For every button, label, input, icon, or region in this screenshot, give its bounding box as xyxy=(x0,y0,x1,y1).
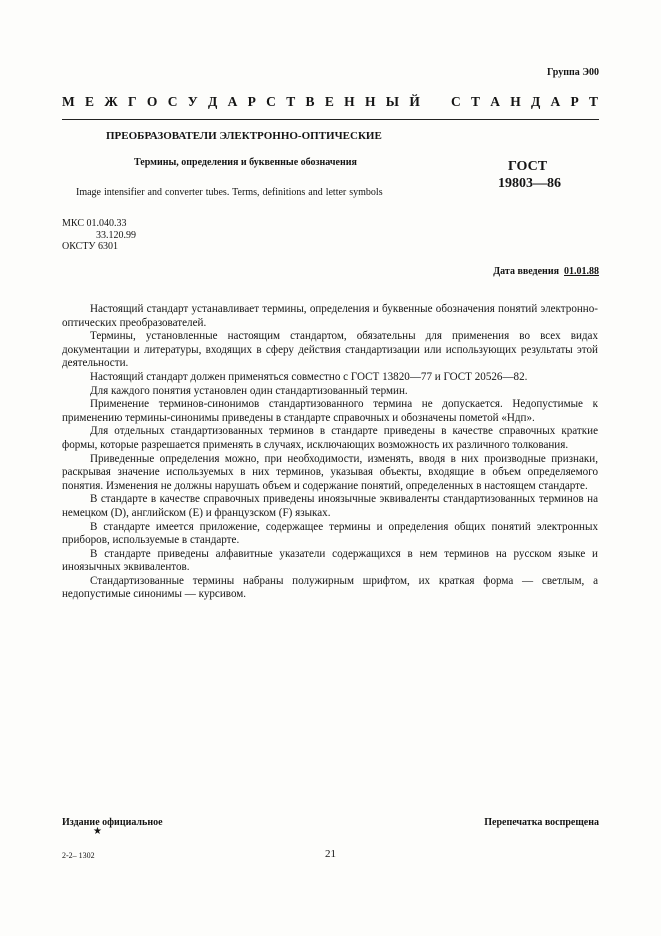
banner-letter: Й xyxy=(409,94,420,109)
banner-letter: Ж xyxy=(104,94,118,109)
gost-label: ГОСТ xyxy=(508,159,548,174)
banner-word-standard xyxy=(451,94,598,110)
body-text xyxy=(62,303,598,602)
paragraph: Настоящий стандарт должен применяться совместно с ГОСТ 13820—77 и ГОСТ 20526—82. xyxy=(90,370,528,383)
banner-letter: Т xyxy=(286,94,296,109)
mks-code-line2: 33.120.99 xyxy=(96,230,136,241)
banner-letter: Д xyxy=(207,94,218,109)
banner-letter: Д xyxy=(530,94,541,109)
paragraph: Для отдельных стандартизованных терминов в стандарте приведены в качестве справочных краткие формы, которые разрешается применять в случаях, исключающих возможность их различного толкования. xyxy=(62,425,598,451)
banner-letter: Г xyxy=(128,94,137,109)
banner-letter: А xyxy=(490,94,500,109)
banner-letter: Н xyxy=(364,94,376,109)
gost-number: 19803—86 xyxy=(498,176,561,191)
english-title: Image intensifier and converter tubes. Terms, definitions and letter symbols xyxy=(76,187,383,198)
header-divider xyxy=(62,119,599,120)
print-code: 2-2– 1302 xyxy=(62,851,95,860)
banner-letter: У xyxy=(187,94,198,109)
okstu-code: ОКСТУ 6301 xyxy=(62,241,119,252)
banner-letter: Е xyxy=(85,94,95,109)
paragraph: В стандарте в качестве справочных приведены иноязычные эквиваленты стандартизованных терминов на немецком (D), английском (E) и французском (F) языках. xyxy=(62,493,598,519)
paragraph: Настоящий стандарт устанавливает термины, определения и буквенные обозначения понятий электронно-оптических преобразователей. xyxy=(62,303,598,329)
banner-letter: Н xyxy=(510,94,521,109)
banner-letter: М xyxy=(62,94,75,109)
banner-letter: Р xyxy=(570,94,579,109)
introduction-date-label: Дата введения xyxy=(493,266,559,277)
banner-word-interstate xyxy=(62,94,420,110)
interstate-standard-banner xyxy=(62,94,598,110)
paragraph: Применение терминов-синонимов стандартизованного термина не допускается. Недопустимые к применению термины-синонимы приведены в стандарте справочных и обозначены пометой «Ндп». xyxy=(62,398,598,424)
paragraph: Стандартизованные термины набраны полужирным шрифтом, их краткая форма — светлым, а недопустимые синонимы — курсивом. xyxy=(62,574,598,601)
banner-letter: С xyxy=(451,94,461,109)
banner-letter: С xyxy=(266,94,276,109)
banner-letter: Е xyxy=(324,94,334,109)
banner-letter: А xyxy=(550,94,561,109)
introduction-date-value: 01.01.88 xyxy=(564,266,599,277)
star-icon: ★ xyxy=(93,826,102,837)
reprint-prohibited: Перепечатка воспрещена xyxy=(484,817,599,828)
banner-letter: Т xyxy=(470,94,480,109)
mks-code-line1: МКС 01.040.33 xyxy=(62,218,127,229)
page-number: 21 xyxy=(325,848,336,860)
banner-letter: А xyxy=(227,94,238,109)
document-subtitle: Термины, определения и буквенные обозначения xyxy=(134,157,357,168)
paragraph: Термины, установленные настоящим стандартом, обязательны для применения во всех видах документации и литературы, входящих в сферу действия стандартизации или использующих результаты этой деятельности. xyxy=(62,330,598,370)
banner-letter: Т xyxy=(588,94,598,109)
paragraph: В стандарте приведены алфавитные указатели содержащихся в нем терминов на русском языке и иноязычных эквивалентов. xyxy=(62,547,598,574)
document-title: ПРЕОБРАЗОВАТЕЛИ ЭЛЕКТРОННО-ОПТИЧЕСКИЕ xyxy=(106,130,382,142)
introduction-date xyxy=(493,266,599,277)
banner-letter: Р xyxy=(247,94,256,109)
banner-letter: В xyxy=(305,94,315,109)
banner-letter: Ы xyxy=(385,94,400,109)
banner-letter: Н xyxy=(344,94,355,109)
banner-letter: О xyxy=(146,94,158,109)
paragraph: В стандарте имеется приложение, содержащее термины и определения общих понятий электронных приборов, используемые в стандарте. xyxy=(62,520,598,547)
banner-letter: С xyxy=(167,94,178,109)
group-label: Группа Э00 xyxy=(547,67,599,78)
paragraph: Для каждого понятия установлен один стандартизованный термин. xyxy=(90,384,408,397)
paragraph: Приведенные определения можно, при необходимости, изменять, вводя в них производные признаки, раскрывая значение используемых в них терминов, указывая объекты, входящие в объем определяемого понятия. Изменения не должны нарушать объем и содержание понятий, определенных в настоящем стандарте. xyxy=(62,452,598,492)
official-edition: Издание официальное xyxy=(62,817,163,828)
